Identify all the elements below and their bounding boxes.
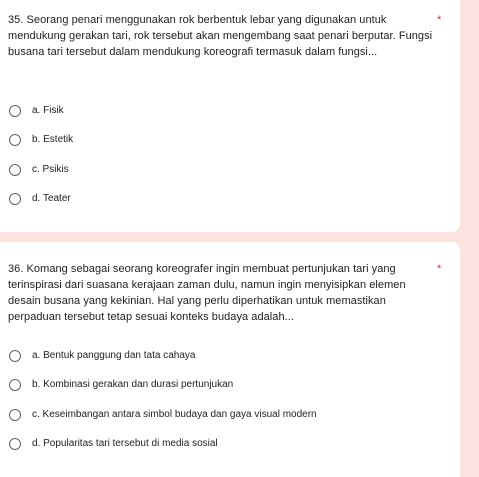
option-35-d[interactable] (9, 191, 71, 207)
option-35-c[interactable] (9, 162, 69, 178)
option-label: b. Estetik (32, 134, 74, 145)
option-label: c. Keseimbangan antara simbol budaya dan gaya visual modern (32, 409, 317, 420)
option-36-d[interactable] (9, 436, 218, 452)
option-label: a. Fisik (32, 105, 64, 116)
option-label: b. Kombinasi gerakan dan durasi pertunjukan (32, 379, 234, 390)
option-36-a[interactable] (9, 348, 195, 364)
radio-button-icon[interactable] (9, 134, 21, 146)
required-asterisk-35: * (437, 14, 442, 26)
radio-button-icon[interactable] (9, 193, 21, 205)
radio-button-icon[interactable] (9, 350, 21, 362)
option-35-b[interactable] (9, 132, 73, 148)
option-label: d. Popularitas tari tersebut di media sosial (32, 438, 218, 449)
option-label: c. Psikis (32, 164, 69, 175)
option-label: d. Teater (32, 193, 71, 204)
question-text-36: 36. Komang sebagai seorang koreografer ingin membuat pertunjukan tari yang terinspirasi dari suasana kerajaan zaman dulu, namun ingin menyisipkan elemen desain busana yang kekinian. Hal yang perlu diperhatikan untuk memastikan perpaduan tersebut tetap sesuai konteks budaya adalah... (8, 263, 406, 323)
required-asterisk-36: * (437, 263, 442, 275)
radio-button-icon[interactable] (9, 438, 21, 450)
question-card-36 (0, 242, 460, 477)
radio-button-icon[interactable] (9, 105, 21, 117)
question-card-35 (0, 0, 460, 232)
radio-button-icon[interactable] (9, 409, 21, 421)
option-36-b[interactable] (9, 377, 233, 393)
question-text-35: 35. Seorang penari menggunakan rok berbentuk lebar yang digunakan untuk mendukung gerakan tari, rok tersebut akan mengembang saat penari berputar. Fungsi busana tari tersebut dalam mendukung koreografi termasuk dalam fungsi... (8, 14, 433, 58)
option-label: a. Bentuk panggung dan tata cahaya (32, 350, 196, 361)
option-35-a[interactable] (9, 103, 64, 119)
option-36-c[interactable] (9, 407, 317, 423)
radio-button-icon[interactable] (9, 379, 21, 391)
radio-button-icon[interactable] (9, 164, 21, 176)
